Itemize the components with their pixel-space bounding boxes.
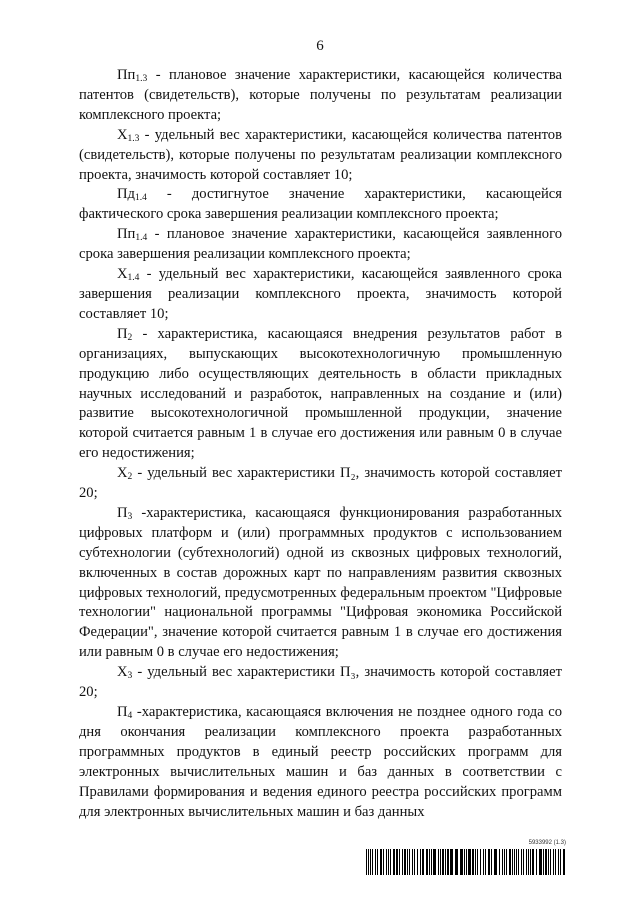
paragraph: $Пп_{1.4}$ - плановое значение характеристики, касающейся заявленного срока завершения реализации комплексного проекта; bbox=[79, 226, 562, 263]
paragraph: $Х_2$ - удельный вес характеристики П₂, значимость которой составляет 20; bbox=[79, 465, 562, 502]
barcode-icon bbox=[366, 849, 566, 875]
paragraph: $П_3$ -характеристика, касающаяся функционирования разработанных цифровых платформ и (или) программных продуктов с использованием субтехнологии (субтехнологий) одной из сквозных цифровых технологий, включенных в состав дорожных карт по направлениям развития сквозных цифровых технологий, предусмотренных федеральным проектом "Цифровые технологии" национальной программы "Цифровая экономика Российской Федерации", значение которой считается равным 1 в случае его достижения или равным 0 в случае его недостижения; bbox=[79, 504, 562, 661]
document-barcode bbox=[366, 840, 566, 880]
paragraph: $Пд_{1.4}$ - достигнутое значение характеристики, касающейся фактического срока завершения реализации комплексного проекта; bbox=[79, 186, 562, 223]
page-number: 6 bbox=[316, 38, 324, 54]
paragraph: $Пп_{1.3}$ - плановое значение характеристики, касающейся количества патентов (свидетельств), которые получены по результатам реализации комплексного проекта; bbox=[79, 67, 562, 123]
paragraph: $Х_{1.3}$ - удельный вес характеристики, касающейся количества патентов (свидетельств), которые получены по результатам реализации комплексного проекта, значимость которой составляет 10; bbox=[79, 126, 562, 183]
paragraph: $Х_3$ - удельный вес характеристики П₃, значимость которой составляет 20; bbox=[79, 664, 562, 701]
document-body bbox=[79, 66, 562, 822]
paragraph: $П_2$ - характеристика, касающаяся внедрения результатов работ в организациях, выпускающих высокотехнологичную промышленную продукцию либо осуществляющих деятельность в области прикладных научных исследований и разработок, направленных на создание и (или) развитие высокотехнологичной промышленной продукции, значение которой считается равным 1 в случае его достижения или равным 0 в случае его недостижения; bbox=[79, 325, 562, 462]
barcode-code: 5933992 (1.3) bbox=[528, 840, 566, 846]
paragraph: $П_4$ -характеристика, касающаяся включения не позднее одного года со дня окончания реализации комплексного проекта разработанных программных продуктов в единый реестр российских программ для электронных вычислительных машин и баз данных в соответствии с Правилами формирования и ведения единого реестра российских программ для электронных вычислительных машин и баз данных bbox=[79, 704, 562, 820]
paragraph: $Х_{1.4}$ - удельный вес характеристики, касающейся заявленного срока завершения реализации комплексного проекта, значимость которой составляет 10; bbox=[79, 266, 562, 322]
